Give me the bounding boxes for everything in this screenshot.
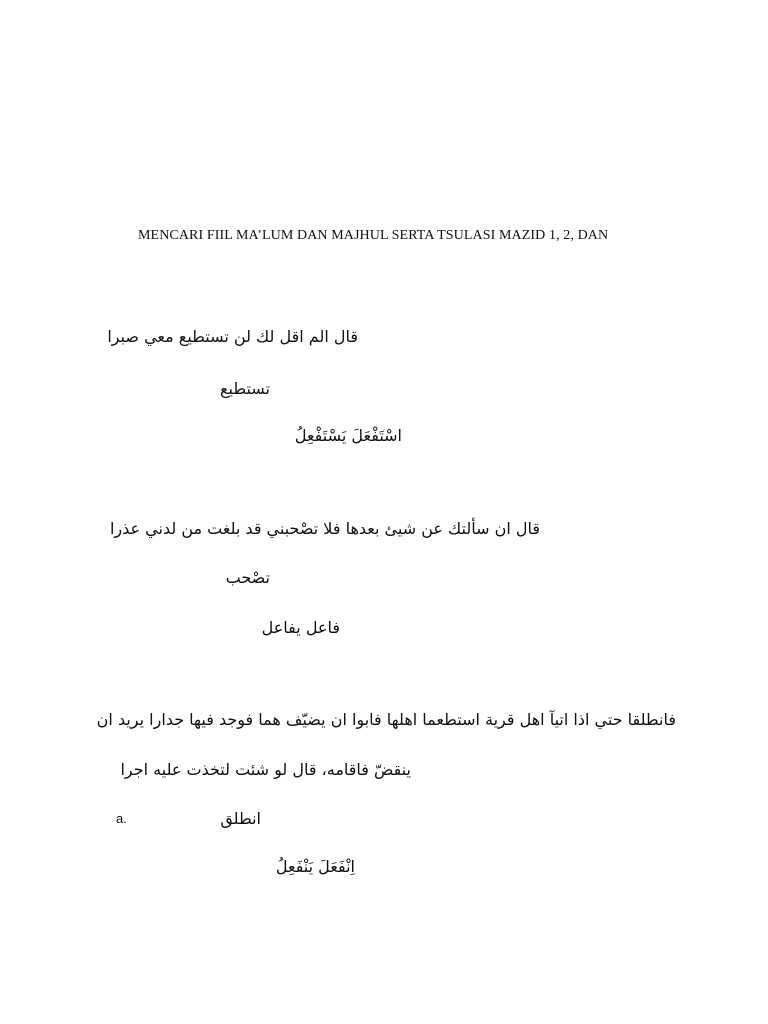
word-1: تستطيع (219, 379, 270, 398)
word-3: انطلق (220, 809, 261, 828)
list-marker-a: a. (116, 811, 127, 826)
pattern-3: اِنْفَعَلَ يَنْفَعِلُ (275, 857, 355, 876)
word-2: تصْحب (225, 568, 270, 587)
pattern-1: اسْتَفْعَلَ يَسْتَفْعِلُ (294, 426, 402, 445)
verse-2: قال ان سألتك عن شيئ بعدها فلا تصْحبني قد بلغت من لدني عذرا (109, 519, 540, 538)
pattern-2: فاعل يفاعل (261, 618, 340, 637)
verse-3-line-1: فانطلقا حتي اذا اتيآ اهل قرية استطعما اهلها فابوا ان يضيّف هما فوجد فيها جدارا يريد ان (96, 710, 676, 729)
verse-1: قال الم اقل لك لن تستطيع معي صبرا (107, 327, 358, 346)
document-title: MENCARI FIIL MA’LUM DAN MAJHUL SERTA TSULASI MAZID 1, 2, DAN (138, 228, 609, 243)
verse-3-line-2: ينقضّ فاقامه، قال لو شئت لتخذت عليه اجرا (120, 760, 411, 779)
